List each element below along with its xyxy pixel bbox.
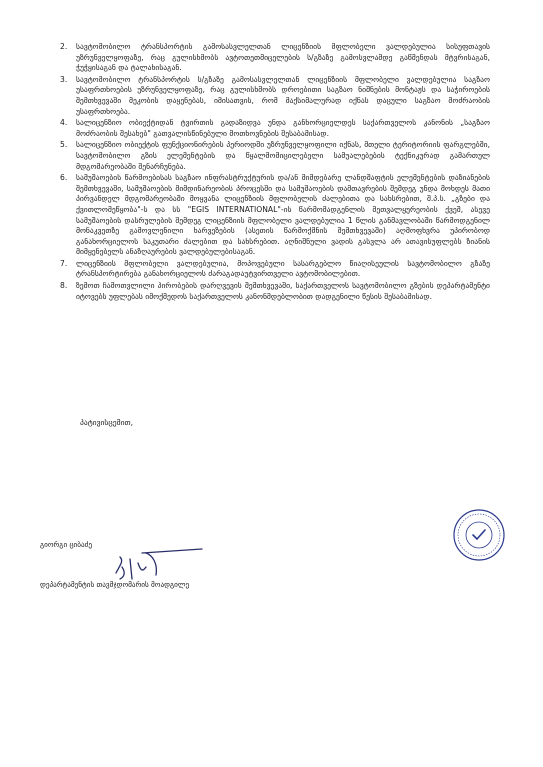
item-number: 7.: [60, 258, 68, 268]
item-number: 5.: [60, 140, 68, 150]
item-number: 2.: [60, 42, 68, 51]
item-text: სალიცენზიო ობიექტიდან ტვირთის გადაზიდვა უნდა განხორციელდეს საქართველოს კანონის „საგზაო მოძრაობის შესახებ" გათვალისწინებული მოთხოვნების შესაბამისად.: [76, 118, 490, 138]
list-item: [60, 259, 490, 280]
signer-title: დეპარტამენტის თავმჯდომარის მოადგილე: [40, 580, 190, 589]
list-item: [60, 281, 490, 302]
item-text: სალიცენზიო ობიექტის ფუნქციონირების პერიოდში უზრუნველყოფილი იქნას, მთელი ტერიტორიის ფარგლებში, სავტომობილო გზის ელემენტების და წყალმომიცილებელი სამუალებების ტექნიკურად გამართულ მდგომარეობაში შენარჩუნება.: [76, 140, 490, 171]
signature-image: [112, 543, 212, 583]
item-number: 3.: [60, 74, 68, 84]
list-item: [60, 75, 490, 117]
conditions-list: [60, 42, 490, 303]
list-item: [60, 118, 490, 139]
item-number: 4.: [60, 118, 68, 128]
signer-name: გიორგი ციბაძე: [40, 540, 93, 549]
item-text: სავტომობილო ტრანსპორტის გამოსასვლელთან ლიცენზიის მფლობელი ვალდებულია სისუფთავის უზრუნველყოფაზე, რაც გულისხმობს ავტოთეთმიცელების ს/გზაზე გამოსვლამდე გაწმენდას მტვრისაგან, ჭუჭყისაგან და ტალახისაგან.: [76, 42, 490, 73]
list-item: [60, 42, 490, 74]
item-text: სამუშაოების წარმოებისას საგზაო ინფრასტრუქტურის და/ან მიმდებარე ლანდშაფტის ელემენტების დაზიანების შემთხვევაში, სამუშაოების მიმდინარეობის პროცესში და სამუშაოების დამთავრების შემდეგ უნდა მოხდეს მათი პირვანდელ მდგომარეობაში მოყვანა ლიცენზიის მფლობელის ძალებითა და სახსრებით, შ.პ.ს. „გზები და ქვითლომეწყობა"-ს და სს "EGIS INTERNATIONAL"-ის წარმომადგენლის მეთვალყურეობის ქვეშ, ასევე სამუშაოების დასრულების შემდეგ ლიცენზიის მფლობელი ვალდებულია 1 წლის განმავლობაში წარმოდგენილ მონაკვეთზე გამოვლენილი ხარვეზების (ასეთის წარმოქმნის შემთხვევაში) აღმოფხვრა უპირობოდ განახორციელოს საკუთარი ძალებით და სახსრებით. აღნიშნული ვადის გასვლა არ ათავისუფლებს ზიანის მიმყენებელს ანაზღაურების ვალდებულებისაგან.: [76, 173, 490, 257]
item-number: 6.: [60, 173, 68, 183]
item-text: სავტომობილო ტრანსპორტის ს/გზაზე გამოსასვლელთან ლიცენზიის მფლობელი ვალდებულია საგზაო უსაფრთხოების უზრუნველყოფაზე, რაც გულისხმობს დროებითი საგზაო ნიშნების მონტაჟს და საჭიროების შემთხვევაში მეკობის დაყენებას, იმისათვის, რომ მაქსიმალურად იქნას დაცული საგზაო მოძრაობის უსაფრთხოება.: [76, 74, 490, 116]
closing-salutation: პატივისცემით,: [80, 418, 133, 427]
list-item: [60, 173, 490, 258]
list-item: [60, 140, 490, 172]
item-text: ზემოთ ჩამოთვლილი პირობების დარღვევის შემთხვევაში, საქართველოს სავტომობილო გზების დეპარტამენტი იტოვებს უფლებას იმოქმედოს საქართველოს კანონმდებლობით დადგენილი წესის შესაბამისად.: [76, 281, 490, 301]
official-seal-stamp: [452, 508, 506, 562]
item-text: ლიცენზიის მფლობელი ვალდებულია, მოპოვებული სასარგებლო წიაღისეულის სავტომობილო გზაზე ტრანსპორტირება განახორციელოს ძარაგადაუტვირთველი ავტომობილებით.: [76, 258, 490, 279]
item-number: 8.: [60, 281, 68, 291]
